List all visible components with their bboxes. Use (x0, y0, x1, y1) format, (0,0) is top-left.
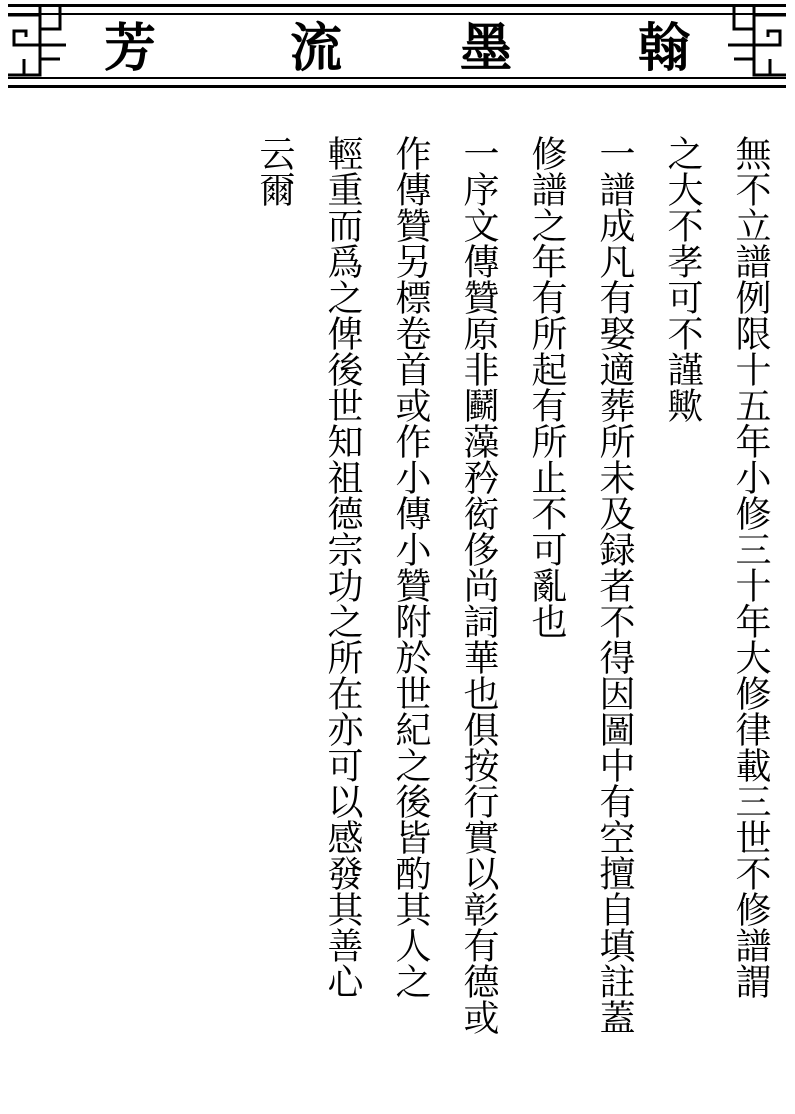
header-title-char-3: 墨 (460, 18, 513, 79)
text-column-5: 一序文傳贊原非鬬藻矜衒侈尚詞華也俱按行實以彰有德或 (458, 135, 499, 1035)
text-column-6: 作傳贊另標卷首或作小傳小贊附於世紀之後皆酌其人之 (390, 135, 431, 999)
fret-ornament-left-icon (0, 1, 74, 87)
text-column-8: 云爾 (254, 135, 295, 207)
text-column-3: 一譜成凡有娶適葬所未及録者不得因圖中有空擅自填註蓋 (594, 135, 635, 1035)
text-column-4: 修譜之年有所起有所止不可亂也 (526, 135, 567, 639)
header-title-char-1: 芳 (104, 18, 157, 79)
header-title-char-2: 流 (290, 18, 343, 79)
page-header-banner (8, 4, 786, 88)
vertical-text-body (230, 135, 785, 1095)
fret-ornament-right-icon (720, 1, 794, 87)
text-column-7: 輕重而爲之俾後世知祖德宗功之所在亦可以感發其善心 (322, 135, 363, 999)
text-column-2: 之大不孝可不謹歟 (662, 135, 703, 423)
header-title-char-4: 翰 (638, 18, 691, 79)
text-column-1: 無不立譜例限十五年小修三十年大修律載三世不修譜謂 (730, 135, 771, 999)
